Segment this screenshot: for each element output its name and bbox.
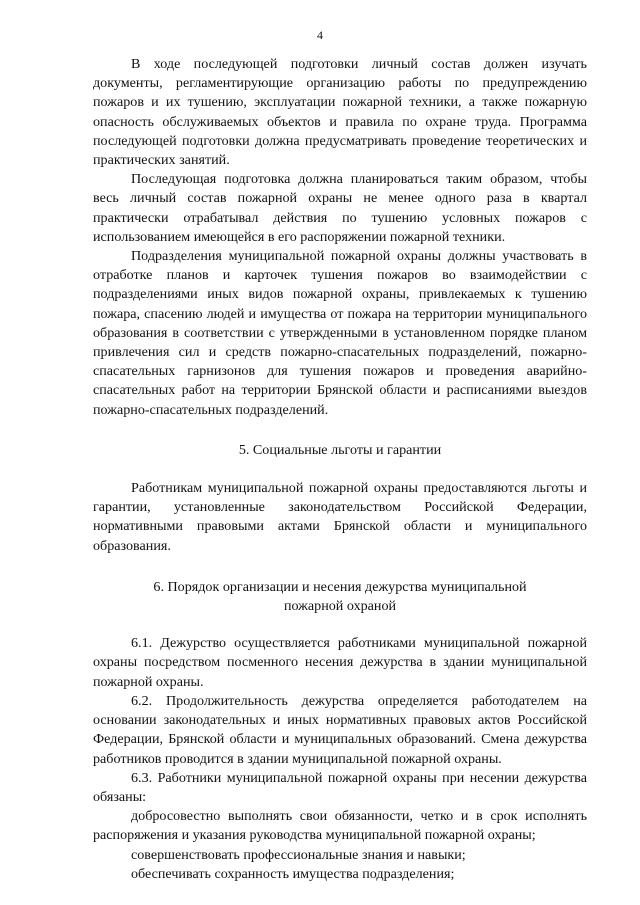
paragraph-6-1: 6.1. Дежурство осуществляется работниками муниципальной пожарной охраны посредством посменного несения дежурства в здании муниципальной пожарной охраны.	[93, 635, 587, 690]
paragraph-benefits: Работникам муниципальной пожарной охраны предоставляются льготы и гарантии, установленные законодательством Российской Федерации, нормативными правовыми актами Брянской области и муниципального образования.	[93, 480, 587, 554]
list-item-duty-2: совершенствовать профессиональные знания и навыки;	[131, 846, 466, 863]
list-item-duty-1: добросовестно выполнять свои обязанности, четко и в срок исполнять распоряжения и указания руководства муниципальной пожарной охраны;	[93, 808, 587, 844]
paragraph-further-training: В ходе последующей подготовки личный состав должен изучать документы, регламентирующие организацию работы по предупреждению пожаров и их тушению, эксплуатации пожарной техники, а также пожарную опасность обслуживаемых объектов и правила по охране труда. Программа последующей подготовки должна предусматривать проведение теоретических и практических занятий.	[93, 56, 587, 169]
spacer	[93, 556, 587, 578]
page-number: 4	[317, 28, 323, 42]
spacer	[93, 420, 587, 441]
spacer	[93, 460, 587, 479]
list-item-duty-3: обеспечивать сохранность имущества подразделения;	[131, 865, 455, 882]
paragraph-quarterly-drills: Последующая подготовка должна планироваться таким образом, чтобы весь личный состав пожарной охраны не менее одного раза в квартал практически отрабатывал действия по тушению условных пожаров с использованием имеющейся в его распоряжении пожарной техники.	[93, 171, 587, 245]
section-5-heading: 5. Социальные льготы и гарантии	[238, 441, 442, 458]
paragraph-6-3: 6.3. Работники муниципальной пожарной охраны при несении дежурства обязаны:	[93, 769, 587, 805]
paragraph-interaction-plans: Подразделения муниципальной пожарной охраны должны участвовать в отработке планов и карточек тушения пожаров во взаимодействии с подразделениями иных видов пожарной охраны, привлекаемых к тушению пожара, спасению людей и имущества от пожара на территории муниципального образования в соответствии с утвержденными в установленном порядке планом привлечения сил и средств пожарно-спасательных подразделений, пожарно-спасательных гарнизонов для тушения пожаров и проведения аварийно-спасательных работ на территории Брянской области и расписаниями выездов пожарно-спасательных подразделений.	[93, 248, 587, 418]
document-body	[93, 55, 587, 884]
paragraph-6-2: 6.2. Продолжительность дежурства определяется работодателем на основании законодательных и иных нормативных правовых актов Российской Федерации, Брянской области и муниципальных образований. Смена дежурства работников проводится в здании муниципальной пожарной охраны.	[93, 692, 587, 767]
section-6-heading-line-1: 6. Порядок организации и несения дежурства муниципальной	[153, 578, 527, 595]
section-6-heading-line-2: пожарной охраной	[283, 598, 397, 615]
spacer	[93, 616, 587, 634]
